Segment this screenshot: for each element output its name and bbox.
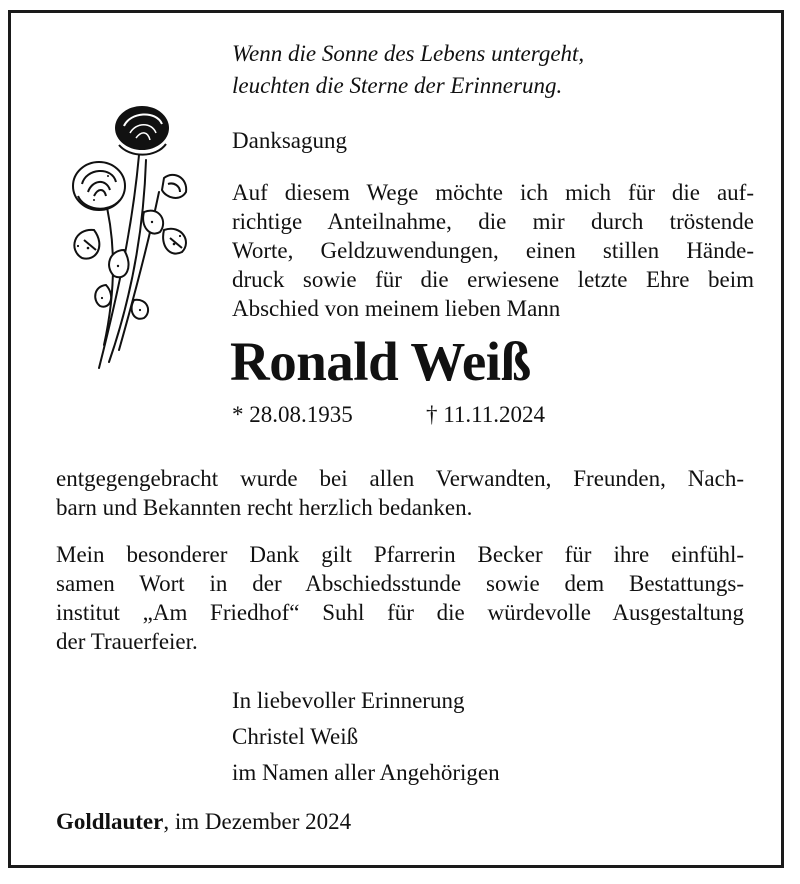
motto-line-2: leuchten die Sterne der Erinnerung. [232, 73, 563, 98]
life-dates [232, 400, 546, 429]
intro-line: Worte, Geldzuwendungen, einen stillen Hände- [232, 238, 754, 263]
paragraph-line: barn und Bekannten recht herzlich bedanken. [56, 495, 473, 520]
closing-line-1: In liebevoller Erinnerung [232, 688, 465, 713]
paragraph-line: Mein besonderer Dank gilt Pfarrerin Becker für ihre einfühl- [56, 542, 744, 567]
heading-danksagung: Danksagung [232, 128, 347, 153]
paragraph-line: entgegengebracht wurde bei allen Verwandten, Freunden, Nach- [56, 466, 744, 491]
rose-bouquet-icon [64, 100, 194, 378]
motto [232, 38, 584, 102]
intro-line: Abschied von meinem lieben Mann [232, 296, 561, 321]
place-month: , im Dezember 2024 [163, 809, 352, 834]
birth-date: * 28.08.1935 [232, 402, 353, 427]
paragraph-line: institut „Am Friedhof“ Suhl für die würdevolle Ausgestaltung [56, 600, 744, 625]
closing-line-3: im Namen aller Angehörigen [232, 760, 500, 785]
intro-paragraph [232, 178, 754, 323]
signer-name: Christel Weiß [232, 724, 359, 749]
intro-line: Auf diesem Wege möchte ich mich für die auf- [232, 180, 754, 205]
closing-signature [232, 683, 500, 791]
place-town: Goldlauter [56, 809, 164, 834]
death-date: † 11.11.2024 [426, 402, 546, 427]
intro-line: druck sowie für die erwiesene letzte Ehre beim [232, 267, 754, 292]
place-date [56, 807, 351, 836]
intro-line: richtige Anteilnahme, die mir durch tröstende [232, 209, 754, 234]
thanks-paragraph [56, 464, 744, 522]
paragraph-line: samen Wort in der Abschiedsstunde sowie dem Bestattungs- [56, 571, 744, 596]
deceased-name: Ronald Weiß [230, 331, 531, 392]
paragraph-line: der Trauerfeier. [56, 629, 198, 654]
special-thanks-paragraph [56, 540, 744, 656]
motto-line-1: Wenn die Sonne des Lebens untergeht, [232, 41, 585, 66]
